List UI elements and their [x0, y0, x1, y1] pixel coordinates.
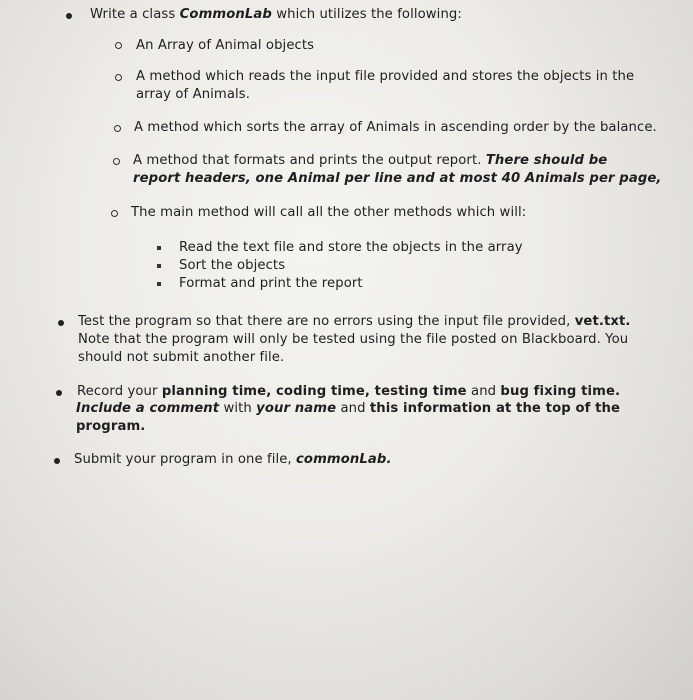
bullet-icon: [66, 13, 72, 19]
text-run: A method which reads the input file provided and stores the objects in the: [136, 69, 635, 84]
text-run: CommonLab: [179, 7, 272, 22]
text-run: Write a class: [90, 7, 180, 22]
text-line: [133, 170, 662, 188]
text-line: [78, 349, 284, 367]
text-run: this information at the top of the: [369, 401, 621, 416]
text-run: planning time, coding time, testing time: [161, 384, 467, 399]
text-run: An Array of Animal objects: [136, 38, 315, 53]
text-run: There should be: [485, 153, 608, 168]
text-run: report headers, one Animal per line and at most 40 Animals per page,: [133, 171, 662, 186]
text-run: A method that formats and prints the output report.: [133, 153, 486, 168]
sub-bullet-icon: [115, 74, 122, 81]
text-run: and: [466, 384, 501, 399]
text-run: should not submit another file.: [78, 350, 285, 365]
text-line: [90, 6, 462, 24]
text-run: bug fixing time.: [500, 384, 621, 399]
square-bullet-icon: [157, 246, 161, 250]
text-line: [77, 383, 620, 401]
text-run: Submit your program in one file,: [74, 452, 297, 467]
text-line: [76, 400, 620, 418]
text-run: vet.txt.: [574, 314, 631, 329]
bullet-icon: [58, 320, 64, 326]
text-line: Read the text file and store the objects in the array: [179, 240, 523, 255]
text-line: [78, 331, 628, 349]
text-run: Test the program so that there are no errors using the input file provided,: [78, 314, 575, 329]
text-line: [136, 68, 634, 86]
bullet-icon: [56, 390, 62, 396]
text-line: [74, 451, 392, 469]
bullet-icon: [54, 458, 60, 464]
sub-bullet-icon: [111, 210, 118, 217]
square-bullet-icon: [157, 282, 161, 286]
text-line: Format and print the report: [179, 276, 363, 291]
text-run: and: [336, 401, 370, 416]
text-run: your name: [256, 401, 337, 416]
sub-bullet-icon: [114, 125, 121, 132]
text-line: [134, 119, 657, 137]
text-run: A method which sorts the array of Animals in ascending order by the balance.: [134, 120, 657, 135]
text-line: [131, 204, 526, 222]
text-run: Record your: [77, 384, 162, 399]
text-line: [136, 86, 250, 104]
text-run: The main method will call all the other methods which will:: [131, 205, 527, 220]
text-run: Note that the program will only be tested using the file posted on Blackboard. You: [78, 332, 629, 347]
text-line: [133, 152, 607, 170]
text-line: [136, 37, 314, 55]
text-run: Include a comment: [76, 401, 220, 416]
text-run: program.: [76, 419, 146, 434]
text-line: Sort the objects: [179, 258, 286, 273]
sub-bullet-icon: [115, 42, 122, 49]
text-line: [76, 418, 145, 436]
sub-bullet-icon: [113, 158, 120, 165]
text-run: which utilizes the following:: [271, 7, 462, 22]
text-line: [78, 313, 630, 331]
text-run: array of Animals.: [136, 87, 251, 102]
text-run: with: [219, 401, 257, 416]
square-bullet-icon: [157, 264, 161, 268]
text-run: commonLab.: [296, 452, 392, 467]
